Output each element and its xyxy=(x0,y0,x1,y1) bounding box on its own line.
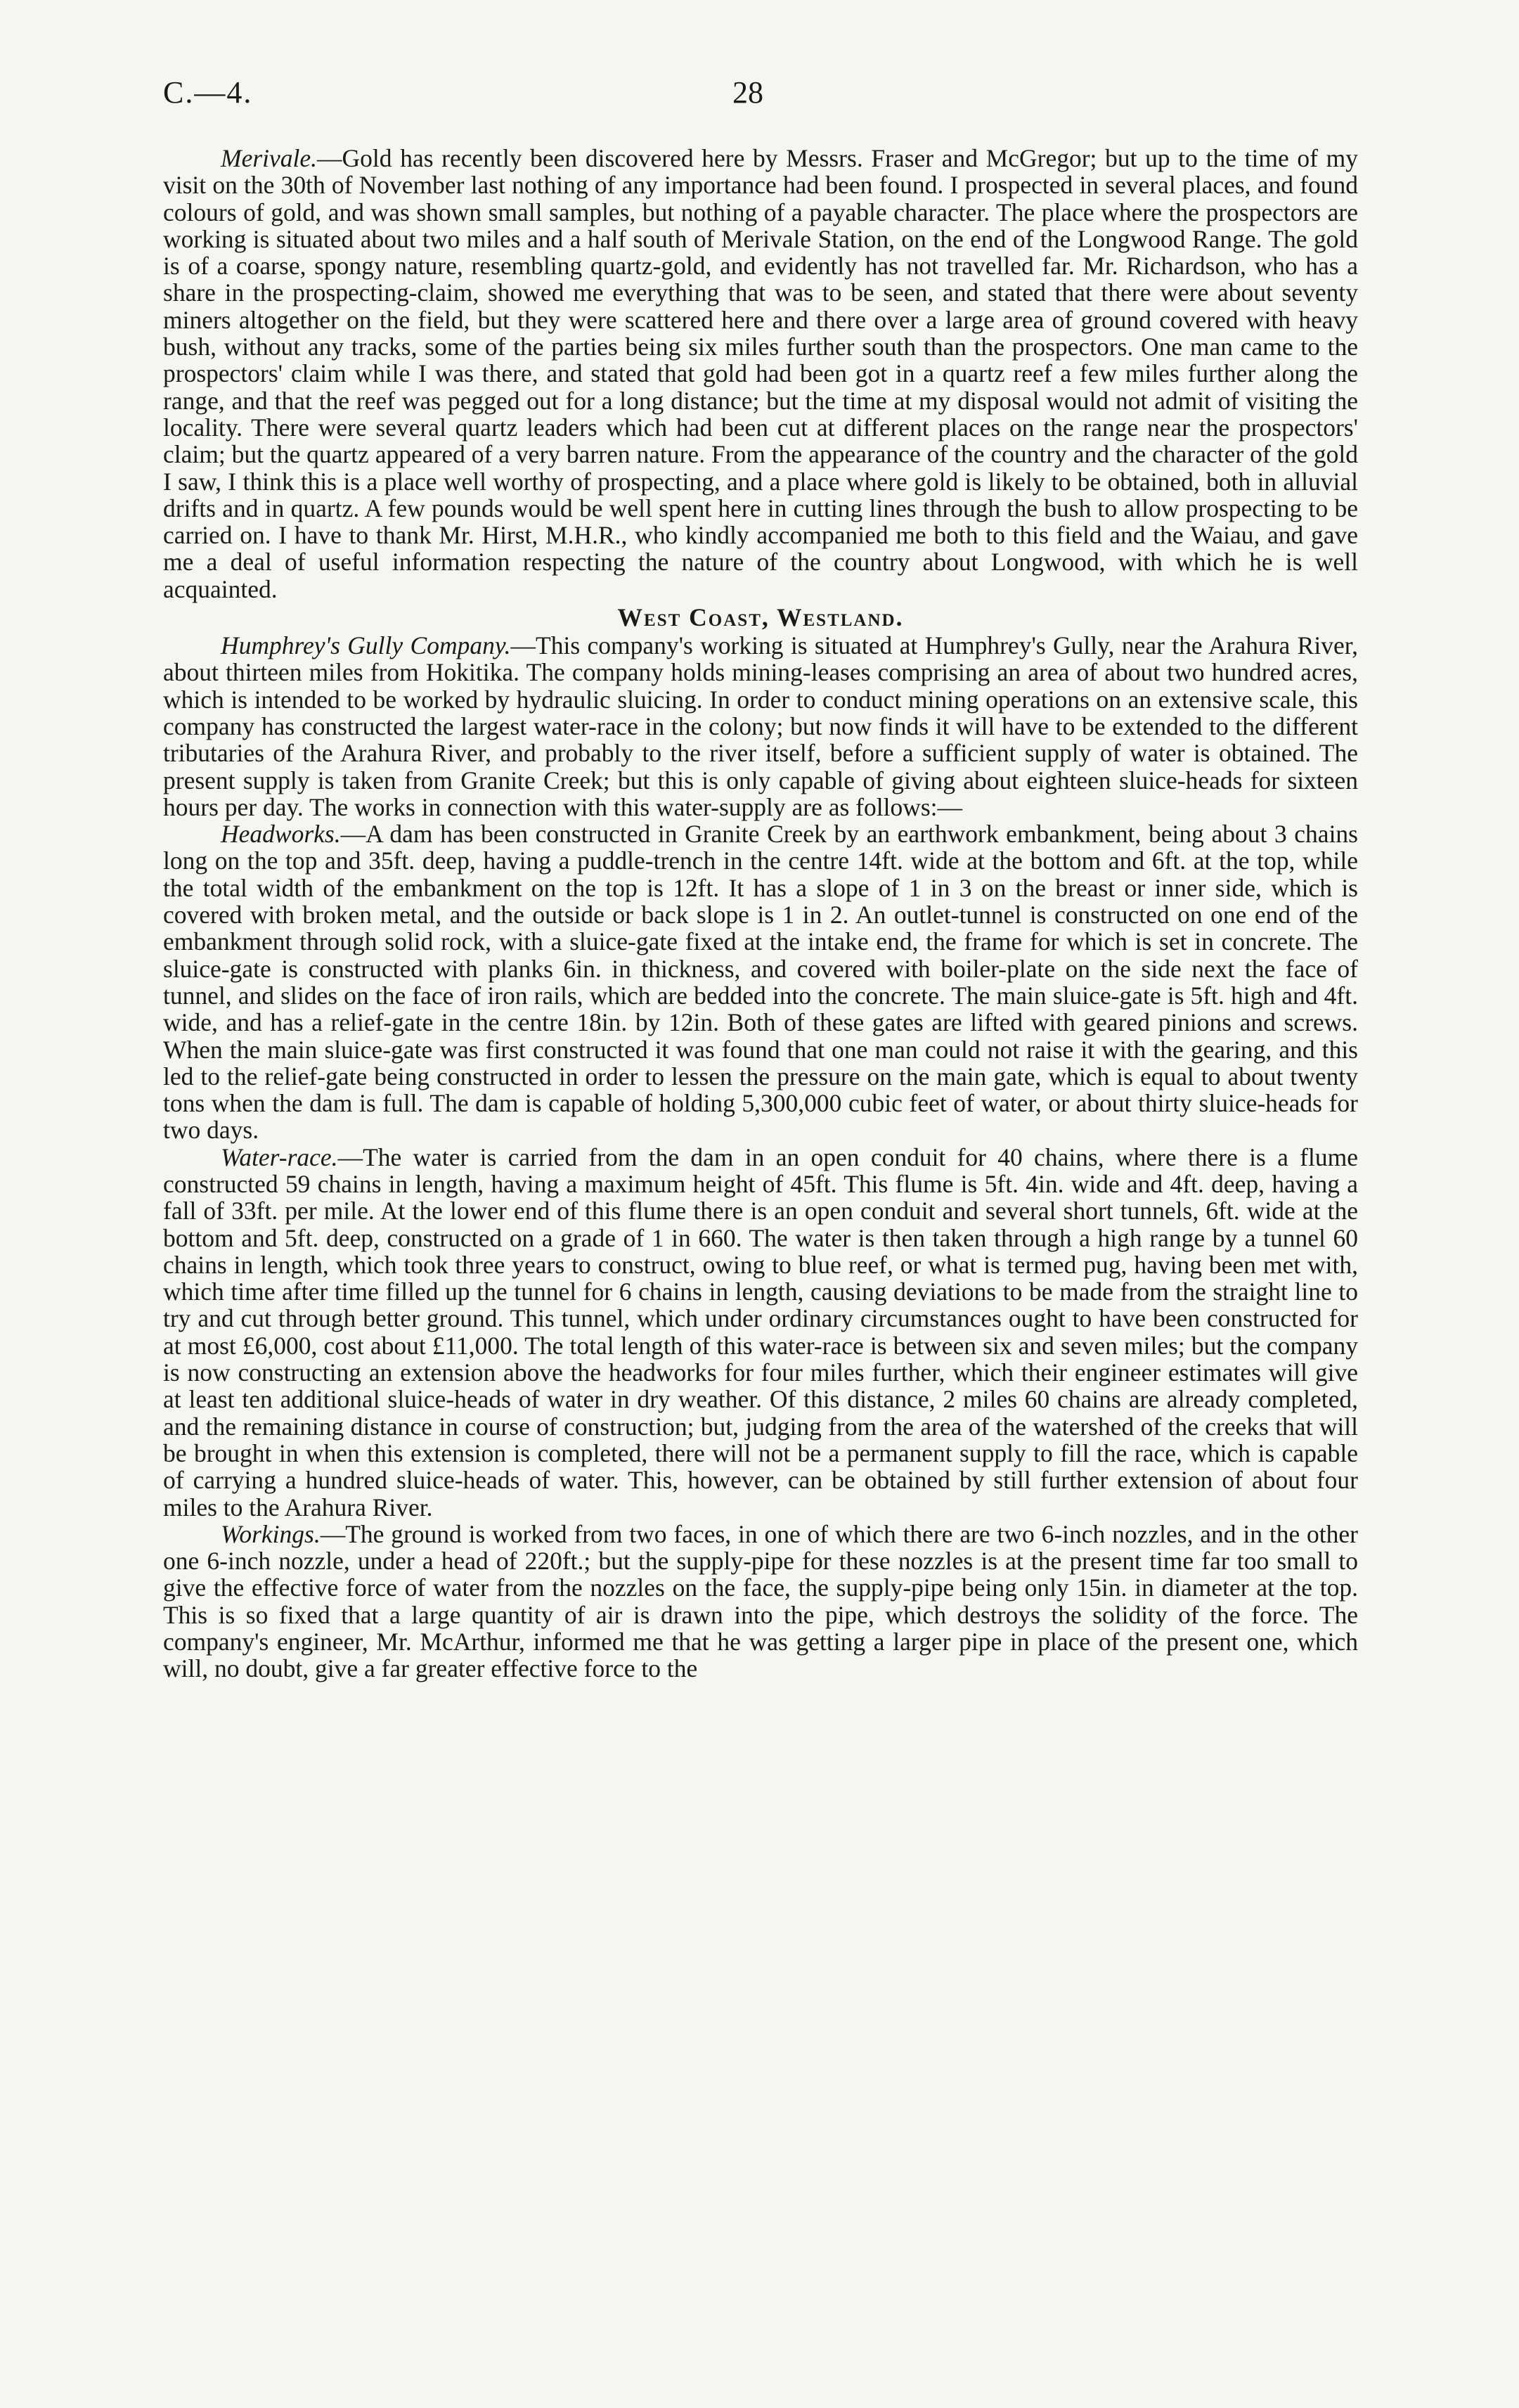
paragraph-lead: Water-race. xyxy=(221,1142,338,1171)
document-code: C.—4. xyxy=(163,75,253,110)
paragraph-text: —A dam has been constructed in Granite Creek by an earthwork embankment, being about 3 chains long on the top and 35ft. deep, having a puddle-trench in the centre 14ft. wide at the bottom and 6ft. at the top, while the total width of the embankment on the top is 12ft. It has a slope of 1 in 3 on the breast or inner side, which is covered with broken metal, and the outside or back slope is 1 in 2. An outlet-tunnel is constructed on one end of the embankment through solid rock, with a sluice-gate fixed at the intake end, the frame for which is set in concrete. The sluice-gate is constructed with planks 6in. in thickness, and covered with boiler-plate on the side next the face of tunnel, and slides on the face of iron rails, which are bedded into the concrete. The main sluice-gate is 5ft. high and 4ft. wide, and has a relief-gate in the centre 18in. by 12in. Both of these gates are lifted with geared pinions and screws. When the main sluice-gate was first constructed it was found that one man could not raise it with the gearing, and this led to the relief-gate being constructed in order to lessen the pressure on the main gate, which is equal to about twenty tons when the dam is full. The dam is capable of holding 5,300,000 cubic feet of water, or about thirty sluice-heads for two days. xyxy=(163,820,1358,1145)
paragraph-merivale xyxy=(163,145,1358,603)
paragraph-text: —Gold has recently been discovered here by Messrs. Fraser and McGregor; but up to the time of my visit on the 30th of November last nothing of any importance had been found. I prospected in several places, and found colours of gold, and was shown small samples, but nothing of a payable character. The place where the prospectors are working is situated about two miles and a half south of Merivale Station, on the end of the Longwood Range. The gold is of a coarse, spongy nature, resembling quartz-gold, and evidently has not travelled far. Mr. Richardson, who has a share in the prospecting-claim, showed me everything that was to be seen, and stated that there were about seventy miners altogether on the field, but they were scattered here and there over a large area of ground covered with heavy bush, without any tracks, some of the parties being six miles further south than the prospectors. One man came to the prospectors' claim while I was there, and stated that gold had been got in a quartz reef a few miles further along the range, and that the reef was pegged out for a long distance; but the time at my disposal would not admit of visiting the locality. There were several quartz leaders which had been cut at different places on the range near the prospectors' claim; but the quartz appeared of a very barren nature. From the appearance of the country and the character of the gold I saw, I think this is a place well worthy of prospecting, and a place where gold is likely to be obtained, both in alluvial drifts and in quartz. A few pounds would be well spent here in cutting lines through the bush to allow prospecting to be carried on. I have to thank Mr. Hirst, M.H.R., who kindly accompanied me both to this field and the Waiau, and gave me a deal of useful information respecting the nature of the country about Longwood, with which he is well acquainted. xyxy=(163,144,1358,603)
section-heading: West Coast, Westland. xyxy=(617,603,904,632)
paragraph-lead: Merivale. xyxy=(221,144,318,172)
paragraph-text: —The ground is worked from two faces, in one of which there are two 6-inch nozzles, and in the other one 6-inch nozzle, under a head of 220ft.; but the supply-pipe for these nozzles is at the present time far too small to give the effective force of water from the nozzles on the face, the supply-pipe being only 15in. in diameter at the top. This is so fixed that a large quantity of air is drawn into the pipe, which destroys the solidity of the force. The company's engineer, Mr. McArthur, informed me that he was getting a larger pipe in place of the present one, which will, no doubt, give a far greater effective force to the xyxy=(163,1519,1358,1683)
paragraph-workings xyxy=(163,1521,1358,1682)
paragraph-water-race xyxy=(163,1144,1358,1521)
paragraph-text: —This company's working is situated at Humphrey's Gully, near the Arahura River, about thirteen miles from Hokitika. The company holds mining-leases comprising an area of about two hundred acres, which is intended to be worked by hydraulic sluicing. In order to conduct mining operations on an extensive scale, this company has constructed the largest water-race in the colony; but now finds it will have to be extended to the different tributaries of the Arahura River, and probably to the river itself, before a sufficient supply of water is obtained. The present supply is taken from Granite Creek; but this is only capable of giving about eighteen sluice-heads for sixteen hours per day. The works in connection with this water-supply are as follows:— xyxy=(163,631,1358,821)
paragraph-humphreys-gully xyxy=(163,632,1358,820)
page-header xyxy=(0,75,1519,117)
page-number: 28 xyxy=(732,75,763,110)
paragraph-lead: Humphrey's Gully Company. xyxy=(221,631,511,660)
paragraph-headworks xyxy=(163,820,1358,1144)
body-text xyxy=(163,145,1358,1682)
paragraph-lead: Workings. xyxy=(221,1519,321,1548)
paragraph-lead: Headworks. xyxy=(221,820,341,849)
paragraph-text: —The water is carried from the dam in an open conduit for 40 chains, where there is a flume constructed 59 chains in length, having a maximum height of 45ft. This flume is 5ft. 4in. wide and 4ft. deep, having a fall of 33ft. per mile. At the lower end of this flume there is an open conduit and several short tunnels, 6ft. wide at the bottom and 5ft. deep, constructed on a grade of 1 in 660. The water is then taken through a high range by a tunnel 60 chains in length, which took three years to construct, owing to blue reef, or what is termed pug, having been met with, which time after time filled up the tunnel for 6 chains in length, causing deviations to be made from the straight line to try and cut through better ground. This tunnel, which under ordinary circumstances ought to have been constructed for at most £6,000, cost about £11,000. The total length of this water-race is between six and seven miles; but the company is now constructing an extension above the headworks for four miles further, which their engineer estimates will give at least ten additional sluice-heads of water in dry weather. Of this distance, 2 miles 60 chains are already completed, and the remaining distance in course of construction; but, judging from the area of the watershed of the creeks that will be brought in when this extension is completed, there will not be a permanent supply to fill the race, which is capable of carrying a hundred sluice-heads of water. This, however, can be obtained by still further extension of about four miles to the Arahura River. xyxy=(163,1142,1358,1521)
